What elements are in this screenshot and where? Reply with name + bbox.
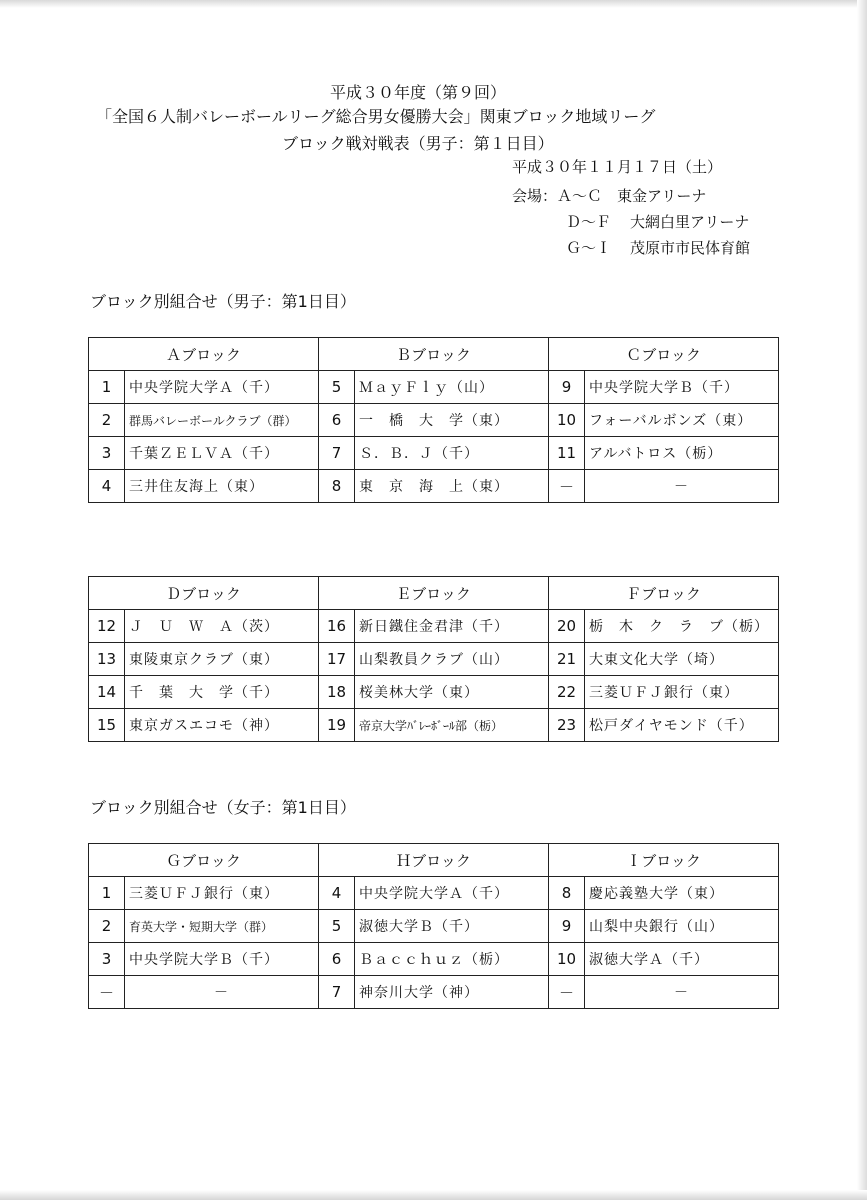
team-number: 8 bbox=[319, 470, 355, 503]
team-name: 千葉ＺＥＬＶＡ（千） bbox=[125, 437, 319, 470]
team-number: 5 bbox=[319, 910, 355, 943]
page-edge-shadow-right bbox=[857, 0, 867, 1200]
team-number: 4 bbox=[319, 877, 355, 910]
team-number: 11 bbox=[549, 437, 585, 470]
block-header: Ｅブロック bbox=[319, 577, 549, 610]
team-name: 大東文化大学（埼） bbox=[585, 643, 779, 676]
team-name: 東陵東京クラブ（東） bbox=[125, 643, 319, 676]
table-row bbox=[89, 709, 779, 742]
team-name: 松戸ダイヤモンド（千） bbox=[585, 709, 779, 742]
team-name: 東 京 海 上（東） bbox=[355, 470, 549, 503]
team-name: 新日鐵住金君津（千） bbox=[355, 610, 549, 643]
table-header-row bbox=[89, 338, 779, 371]
table-header-row bbox=[89, 844, 779, 877]
team-number: 9 bbox=[549, 910, 585, 943]
team-name: 中央学院大学Ｂ（千） bbox=[585, 371, 779, 404]
team-name: 育英大学・短期大学（群） bbox=[125, 910, 319, 943]
men-block-table-abc bbox=[88, 337, 779, 503]
team-number: 5 bbox=[319, 371, 355, 404]
empty-slot-dash: － bbox=[125, 976, 319, 1009]
team-name: Ｂａｃｃｈｕｚ（栃） bbox=[355, 943, 549, 976]
empty-slot-dash: － bbox=[585, 470, 779, 503]
team-name: 桜美林大学（東） bbox=[355, 676, 549, 709]
block-header: Ｈブロック bbox=[319, 844, 549, 877]
table-row bbox=[89, 470, 779, 503]
venue-code-2: Ｄ～Ｆ bbox=[566, 213, 612, 231]
venue-line-1: 会場：Ａ～Ｃ 東金アリーナ bbox=[512, 187, 707, 205]
team-number: 7 bbox=[319, 976, 355, 1009]
team-number: 6 bbox=[319, 404, 355, 437]
team-name: 中央学院大学Ａ（千） bbox=[125, 371, 319, 404]
team-number: 21 bbox=[549, 643, 585, 676]
team-number: 7 bbox=[319, 437, 355, 470]
venue-name-3: 茂原市市民体育館 bbox=[630, 239, 751, 257]
team-name: 三菱ＵＦＪ銀行（東） bbox=[125, 877, 319, 910]
team-number: 8 bbox=[549, 877, 585, 910]
page-edge-shadow-top bbox=[0, 0, 867, 8]
team-name: フォーバルボンズ（東） bbox=[585, 404, 779, 437]
team-name: アルバトロス（栃） bbox=[585, 437, 779, 470]
team-name: Ｊ Ｕ Ｗ Ａ（茨） bbox=[125, 610, 319, 643]
table-row bbox=[89, 371, 779, 404]
team-name: 淑徳大学Ａ（千） bbox=[585, 943, 779, 976]
team-number: 2 bbox=[89, 404, 125, 437]
venue-code-3: Ｇ～Ｉ bbox=[566, 239, 612, 257]
team-number: 4 bbox=[89, 470, 125, 503]
team-number: 13 bbox=[89, 643, 125, 676]
team-number: 9 bbox=[549, 371, 585, 404]
table-row bbox=[89, 676, 779, 709]
empty-slot-dash: － bbox=[549, 976, 585, 1009]
team-name: Ｓ．Ｂ．Ｊ（千） bbox=[355, 437, 549, 470]
team-name: 淑徳大学Ｂ（千） bbox=[355, 910, 549, 943]
block-header: Ｉブロック bbox=[549, 844, 779, 877]
block-header: Ｄブロック bbox=[89, 577, 319, 610]
men-block-table-def bbox=[88, 576, 779, 742]
team-number: 20 bbox=[549, 610, 585, 643]
venue-name-2: 大網白里アリーナ bbox=[630, 213, 750, 231]
team-name: ＭａｙＦｌｙ（山） bbox=[355, 371, 549, 404]
empty-slot-dash: － bbox=[89, 976, 125, 1009]
team-number: 1 bbox=[89, 371, 125, 404]
team-number: 6 bbox=[319, 943, 355, 976]
table-row bbox=[89, 943, 779, 976]
empty-slot-dash: － bbox=[585, 976, 779, 1009]
block-header: Ｆブロック bbox=[549, 577, 779, 610]
team-name: 栃 木 ク ラ ブ（栃） bbox=[585, 610, 779, 643]
page-edge-shadow-bottom bbox=[0, 1190, 867, 1200]
team-number: 1 bbox=[89, 877, 125, 910]
team-name: 一 橋 大 学（東） bbox=[355, 404, 549, 437]
table-row bbox=[89, 976, 779, 1009]
team-name: 群馬バレーボールクラブ（群） bbox=[125, 404, 319, 437]
team-name: 山梨中央銀行（山） bbox=[585, 910, 779, 943]
team-number: 23 bbox=[549, 709, 585, 742]
block-header: Ｇブロック bbox=[89, 844, 319, 877]
block-header: Ａブロック bbox=[89, 338, 319, 371]
empty-slot-dash: － bbox=[549, 470, 585, 503]
document-title-line-1: 平成３０年度（第９回） bbox=[330, 83, 507, 102]
team-name: 中央学院大学Ｂ（千） bbox=[125, 943, 319, 976]
block-header: Ｃブロック bbox=[549, 338, 779, 371]
event-date: 平成３０年１１月１７日（土） bbox=[512, 158, 723, 176]
document-title-line-3: ブロック戦対戦表（男子：第１日目） bbox=[282, 134, 554, 153]
team-number: 3 bbox=[89, 943, 125, 976]
team-name: 三井住友海上（東） bbox=[125, 470, 319, 503]
table-header-row bbox=[89, 577, 779, 610]
team-number: 15 bbox=[89, 709, 125, 742]
table-row bbox=[89, 437, 779, 470]
team-number: 19 bbox=[319, 709, 355, 742]
table-row bbox=[89, 877, 779, 910]
team-name: 中央学院大学Ａ（千） bbox=[355, 877, 549, 910]
team-number: 14 bbox=[89, 676, 125, 709]
team-number: 18 bbox=[319, 676, 355, 709]
block-header: Ｂブロック bbox=[319, 338, 549, 371]
men-section-title: ブロック別組合せ（男子：第1日目） bbox=[90, 292, 356, 311]
team-number: 10 bbox=[549, 943, 585, 976]
team-number: 22 bbox=[549, 676, 585, 709]
women-section-title: ブロック別組合せ（女子：第1日目） bbox=[90, 798, 356, 817]
table-row bbox=[89, 610, 779, 643]
women-block-table-ghi bbox=[88, 843, 779, 1009]
team-name: 山梨教員クラブ（山） bbox=[355, 643, 549, 676]
team-name: 神奈川大学（神） bbox=[355, 976, 549, 1009]
team-name: 三菱ＵＦＪ銀行（東） bbox=[585, 676, 779, 709]
team-name: 東京ガスエコモ（神） bbox=[125, 709, 319, 742]
table-row bbox=[89, 910, 779, 943]
team-number: 17 bbox=[319, 643, 355, 676]
team-name: 千 葉 大 学（千） bbox=[125, 676, 319, 709]
document-title-line-2: 「全国６人制バレーボールリーグ総合男女優勝大会」関東ブロック地域リーグ bbox=[96, 107, 656, 126]
team-number: 12 bbox=[89, 610, 125, 643]
team-number: 16 bbox=[319, 610, 355, 643]
team-number: 2 bbox=[89, 910, 125, 943]
team-number: 10 bbox=[549, 404, 585, 437]
team-name: 帝京大学ﾊﾞﾚｰﾎﾞｰﾙ部（栃） bbox=[355, 709, 549, 742]
team-number: 3 bbox=[89, 437, 125, 470]
team-name: 慶応義塾大学（東） bbox=[585, 877, 779, 910]
table-row bbox=[89, 404, 779, 437]
table-row bbox=[89, 643, 779, 676]
